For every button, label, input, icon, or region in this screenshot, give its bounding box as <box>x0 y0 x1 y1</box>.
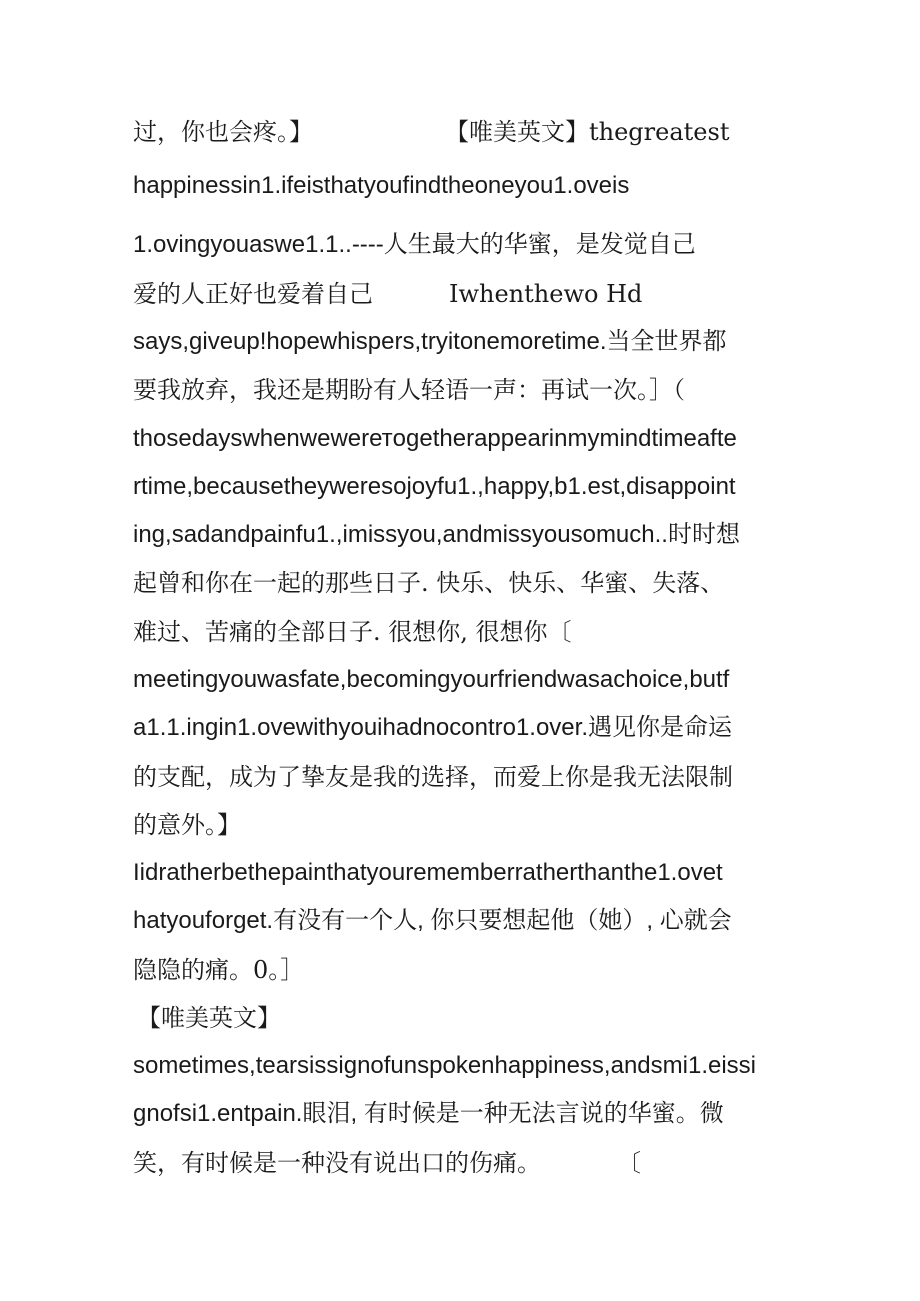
text-segment: 过，你也会疼。】 <box>133 118 313 146</box>
text-line <box>133 472 736 502</box>
text-line <box>133 327 727 357</box>
text-line <box>133 617 572 647</box>
text-line <box>133 906 732 936</box>
text-line <box>133 1099 724 1129</box>
text-line <box>133 1051 756 1081</box>
text-line <box>133 117 729 147</box>
text-segment: hatyouforget.有没有一个人, 你只要想起他（她）, 心就会 <box>133 907 732 934</box>
text-segment: gnofsi1.entpain.眼泪, 有时候是一种无法言说的华蜜。微 <box>133 1100 724 1127</box>
text-segment: 【唯美英文】 <box>137 1004 281 1032</box>
text-segment: 的支配，成为了挚友是我的选择，而爱上你是我无法限制 <box>133 763 733 791</box>
text-line <box>133 955 304 985</box>
text-line <box>133 171 629 201</box>
text-segment: says,giveup!hopewhispers,tryitonemoretime.当全世界都 <box>133 328 727 355</box>
text-segment: ing,sadandpainfu1.,imissyou,andmissyousomuch..时时想 <box>133 521 740 548</box>
text-line <box>137 1003 281 1033</box>
text-segment: 的意外。】 <box>133 811 241 839</box>
text-segment: meetingyouwasfate,becomingyourfriendwasachoice,butf <box>133 666 730 693</box>
text-segment: rtime,becausetheyweresojoyfu1.,happy,b1.est,disappoint <box>133 473 736 500</box>
text-segment: Iwhenthewo Hd <box>449 280 643 308</box>
text-segment: 隐隐的痛。0。］ <box>133 956 305 984</box>
text-segment: 【唯美英文】thegreatest <box>445 118 730 146</box>
text-line <box>133 279 642 309</box>
text-line <box>133 762 733 792</box>
text-segment: 爱的人正好也爱着自己 <box>133 280 373 308</box>
text-line <box>133 1148 641 1178</box>
text-segment: thosedayswhenwewerетogetherappearinmymindtimeafte <box>133 425 737 452</box>
text-segment: 要我放弃，我还是期盼有人轻语一声：再试一次。］（ <box>133 376 685 404</box>
text-segment: 〔 <box>617 1149 641 1177</box>
text-line <box>133 713 732 743</box>
text-line <box>133 520 740 550</box>
text-segment: sometimes,tearsissignofunspokenhappiness,andsmi1.eissi <box>133 1052 756 1079</box>
text-segment: 难过、苦痛的全部日子. 很想你, 很想你〔 <box>133 618 572 646</box>
text-line <box>133 375 685 405</box>
text-line <box>133 858 723 888</box>
text-segment: a1.1.ingin1.ovewithyouihadnocontro1.over.遇见你是命运 <box>133 714 732 741</box>
text-segment: happinessin1.ifeisthatyoufindtheoneyou1.oveis <box>133 172 630 199</box>
text-segment: 1.ovingyouaswe1.1..----人生最大的华蜜，是发觉自己 <box>133 231 696 258</box>
text-line <box>133 424 737 454</box>
text-segment: 起曾和你在一起的那些日子. 快乐、快乐、华蜜、失落、 <box>133 569 725 597</box>
text-line <box>133 810 241 840</box>
text-line <box>133 665 729 695</box>
text-line <box>133 230 696 260</box>
text-segment: 笑，有时候是一种没有说出口的伤痛。 <box>133 1149 541 1177</box>
text-segment: Iidratherbethepainthatyourememberratherthanthe1.ovet <box>133 859 723 886</box>
text-line <box>133 568 724 598</box>
